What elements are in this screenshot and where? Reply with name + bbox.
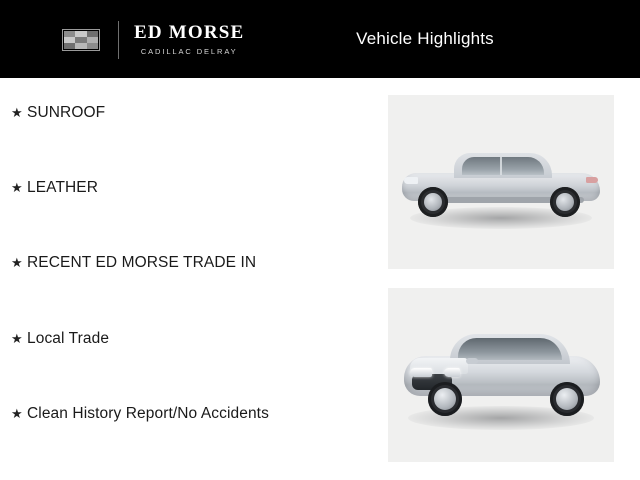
highlight-label: SUNROOF (27, 104, 106, 121)
list-item (0, 405, 372, 480)
vehicle-photo-front-three-quarter (388, 288, 614, 462)
photo-canvas (388, 288, 614, 462)
list-item (0, 104, 372, 179)
list-item (0, 179, 372, 254)
star-bullet-icon: ★ (11, 255, 23, 271)
highlights-list (0, 88, 372, 480)
car-front-wheel (418, 187, 448, 217)
car-illustration-side (402, 147, 600, 221)
car-side-mirror (466, 358, 478, 364)
list-item (0, 254, 372, 329)
page-title-text: Vehicle Highlights (356, 29, 494, 48)
photo-canvas (388, 95, 614, 269)
car-illustration-front-quarter (404, 332, 600, 418)
car-rear-wheel (550, 382, 584, 416)
dealer-name: ED MORSE (134, 22, 245, 43)
page-header (0, 0, 640, 78)
car-headlight-left (410, 368, 432, 377)
highlight-label: Clean History Report/No Accidents (27, 404, 269, 422)
car-taillight (586, 177, 598, 183)
highlight-label: RECENT ED MORSE TRADE IN (27, 254, 257, 272)
star-bullet-icon: ★ (11, 105, 23, 120)
car-windows (462, 157, 544, 175)
vehicle-photo-side-profile (388, 95, 614, 269)
highlight-label: Local Trade (27, 329, 110, 347)
star-bullet-icon: ★ (11, 180, 23, 196)
car-rear-wheel (550, 187, 580, 217)
star-bullet-icon: ★ (11, 405, 23, 421)
highlight-label: LEATHER (27, 179, 99, 197)
car-headlight (404, 177, 418, 184)
dealer-subtitle: CADILLAC DELRAY (140, 47, 238, 56)
list-item (0, 330, 372, 405)
star-bullet-icon: ★ (11, 330, 23, 346)
car-windshield (458, 338, 562, 360)
page-title (0, 29, 640, 49)
car-headlight-right (444, 368, 460, 377)
car-front-wheel (428, 382, 462, 416)
